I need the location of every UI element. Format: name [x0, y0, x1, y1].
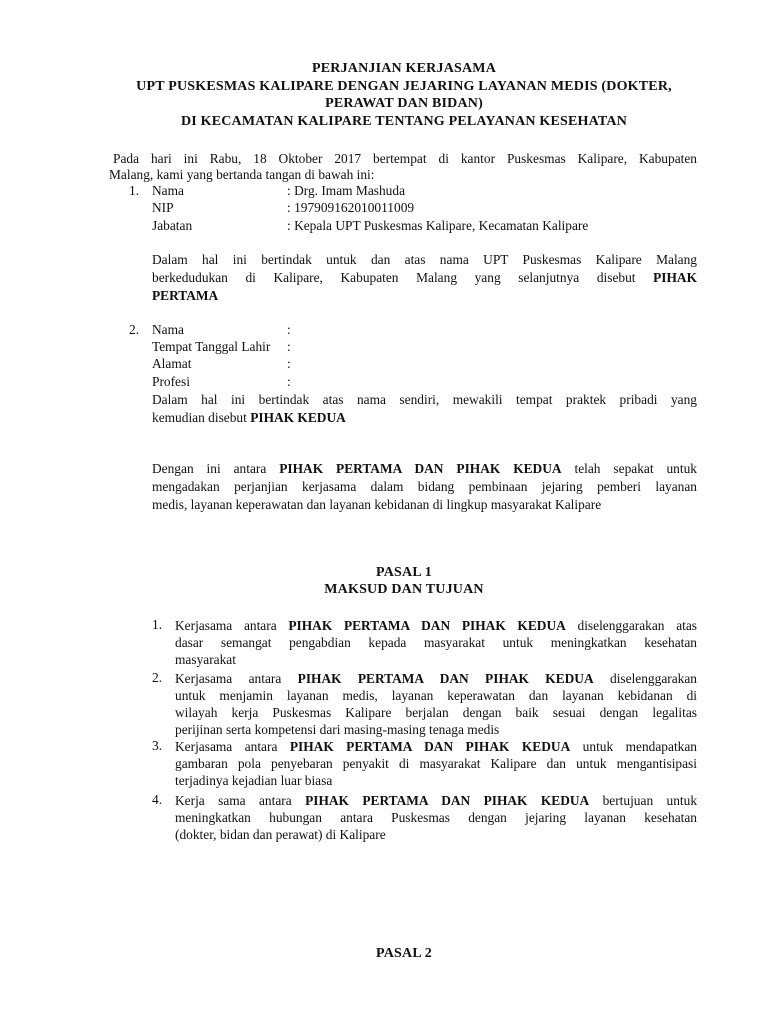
pasal1-item3-line2: gambaran pola penyebaran penyakit di masyarakat Kalipare dan untuk mengantisipasi	[175, 756, 697, 771]
pasal1-item1-number: 1.	[152, 617, 163, 632]
party1-value-nip: : 197909162010011009	[287, 200, 415, 215]
item1-bold: PIHAK PERTAMA DAN PIHAK KEDUA	[288, 618, 566, 633]
pasal1-item2-line3: wilayah kerja Puskesmas Kalipare berjalan dengan baik sesuai dengan legalitas	[175, 705, 697, 720]
agreement-bold: PIHAK PERTAMA DAN PIHAK KEDUA	[279, 461, 562, 476]
pasal1-item4-number: 4.	[152, 792, 163, 807]
agreement-line1	[152, 460, 697, 477]
party1-label-nama: Nama	[152, 183, 184, 198]
party1-label-jabatan: Jabatan	[152, 218, 193, 233]
pasal1-item2-line1	[175, 670, 697, 687]
party2-value-ttl: :	[287, 339, 291, 354]
pasal1-item3-number: 3.	[152, 738, 163, 753]
party2-desc-text: kemudian disebut	[152, 410, 251, 425]
party2-number: 2.	[129, 322, 140, 337]
item3-text-c: untuk mendapatkan	[570, 739, 697, 754]
party1-desc-line1: Dalam hal ini bertindak untuk dan atas nama UPT Puskesmas Kalipare Malang	[152, 252, 697, 267]
agreement-text-c: telah sepakat untuk	[561, 461, 697, 476]
party1-desc-text: berkedudukan di Kalipare, Kabupaten Malang yang selanjutnya disebut	[152, 270, 654, 285]
party1-desc-line2	[152, 269, 697, 286]
item1-text-a: Kerjasama antara	[175, 618, 289, 633]
pasal1-item3-line1	[175, 738, 697, 755]
party2-desc-bold: PIHAK KEDUA	[250, 410, 346, 425]
intro-line2: Malang, kami yang bertanda tangan di bawah ini:	[109, 167, 375, 182]
agreement-text-a: Dengan ini antara	[152, 461, 280, 476]
item4-bold: PIHAK PERTAMA DAN PIHAK KEDUA	[305, 793, 590, 808]
pasal1-item1-line2: dasar semangat pengabdian kepada masyarakat untuk meningkatkan kesehatan	[175, 635, 697, 650]
party1-number: 1.	[129, 183, 140, 198]
party1-value-nama: : Drg. Imam Mashuda	[287, 183, 406, 198]
party2-label-nama: Nama	[152, 322, 184, 337]
item4-text-c: bertujuan untuk	[589, 793, 698, 808]
party1-label-nip: NIP	[152, 200, 174, 215]
item1-text-c: diselenggarakan atas	[565, 618, 698, 633]
pasal2-title: PASAL 2	[376, 946, 432, 961]
item2-text-a: Kerjasama antara	[175, 671, 298, 686]
doc-title-line1: PERJANJIAN KERJASAMA	[311, 61, 497, 76]
party1-desc-line3: PERTAMA	[152, 288, 219, 303]
item3-text-a: Kerjasama antara	[175, 739, 290, 754]
item4-text-a: Kerja sama antara	[175, 793, 306, 808]
item2-text-c: diselenggarakan	[593, 671, 697, 686]
pasal1-title: PASAL 1	[376, 565, 432, 580]
pasal1-item2-line2: untuk menjamin layanan medis, layanan keperawatan dan layanan kebidanan di	[175, 688, 697, 703]
pasal1-subtitle: MAKSUD DAN TUJUAN	[324, 582, 484, 597]
party2-desc-line2	[152, 409, 697, 426]
party1-desc-bold: PIHAK	[653, 270, 697, 285]
party1-value-jabatan: : Kepala UPT Puskesmas Kalipare, Kecamatan Kalipare	[287, 218, 589, 233]
doc-title-line2: UPT PUSKESMAS KALIPARE DENGAN JEJARING LAYANAN MEDIS (DOKTER,	[136, 79, 672, 94]
party2-label-profesi: Profesi	[152, 374, 190, 389]
doc-title-line3: PERAWAT DAN BIDAN)	[325, 96, 483, 111]
agreement-line2: mengadakan perjanjian kerjasama dalam bidang pembinaan jejaring pemberi layanan	[152, 479, 697, 494]
doc-title-line4: DI KECAMATAN KALIPARE TENTANG PELAYANAN KESEHATAN	[180, 114, 628, 129]
intro-line1: Pada hari ini Rabu, 18 Oktober 2017 bertempat di kantor Puskesmas Kalipare, Kabupaten	[113, 151, 697, 166]
party2-label-ttl: Tempat Tanggal Lahir	[152, 339, 271, 354]
party2-label-alamat: Alamat	[152, 356, 192, 371]
party2-desc-line1: Dalam hal ini bertindak atas nama sendiri, mewakili tempat praktek pribadi yang	[152, 392, 697, 407]
pasal1-item3-line3: terjadinya kejadian luar biasa	[175, 773, 333, 788]
pasal1-item4-line2: meningkatkan hubungan antara Puskesmas dengan jejaring layanan kesehatan	[175, 810, 697, 825]
pasal1-item4-line3: (dokter, bidan dan perawat) di Kalipare	[175, 827, 386, 842]
party2-value-nama: :	[287, 322, 291, 337]
item3-bold: PIHAK PERTAMA DAN PIHAK KEDUA	[289, 739, 571, 754]
pasal1-item4-line1	[175, 792, 697, 809]
item2-bold: PIHAK PERTAMA DAN PIHAK KEDUA	[297, 671, 594, 686]
party2-value-profesi: :	[287, 374, 291, 389]
pasal1-item1-line3: masyarakat	[175, 652, 236, 667]
pasal1-item2-line4: perijinan serta kompetensi dari masing-masing tenaga medis	[175, 722, 500, 737]
pasal1-item2-number: 2.	[152, 670, 163, 685]
pasal1-item1-line1	[175, 617, 697, 634]
agreement-line3: medis, layanan keperawatan dan layanan kebidanan di lingkup masyarakat Kalipare	[152, 497, 602, 512]
party2-value-alamat: :	[287, 356, 291, 371]
